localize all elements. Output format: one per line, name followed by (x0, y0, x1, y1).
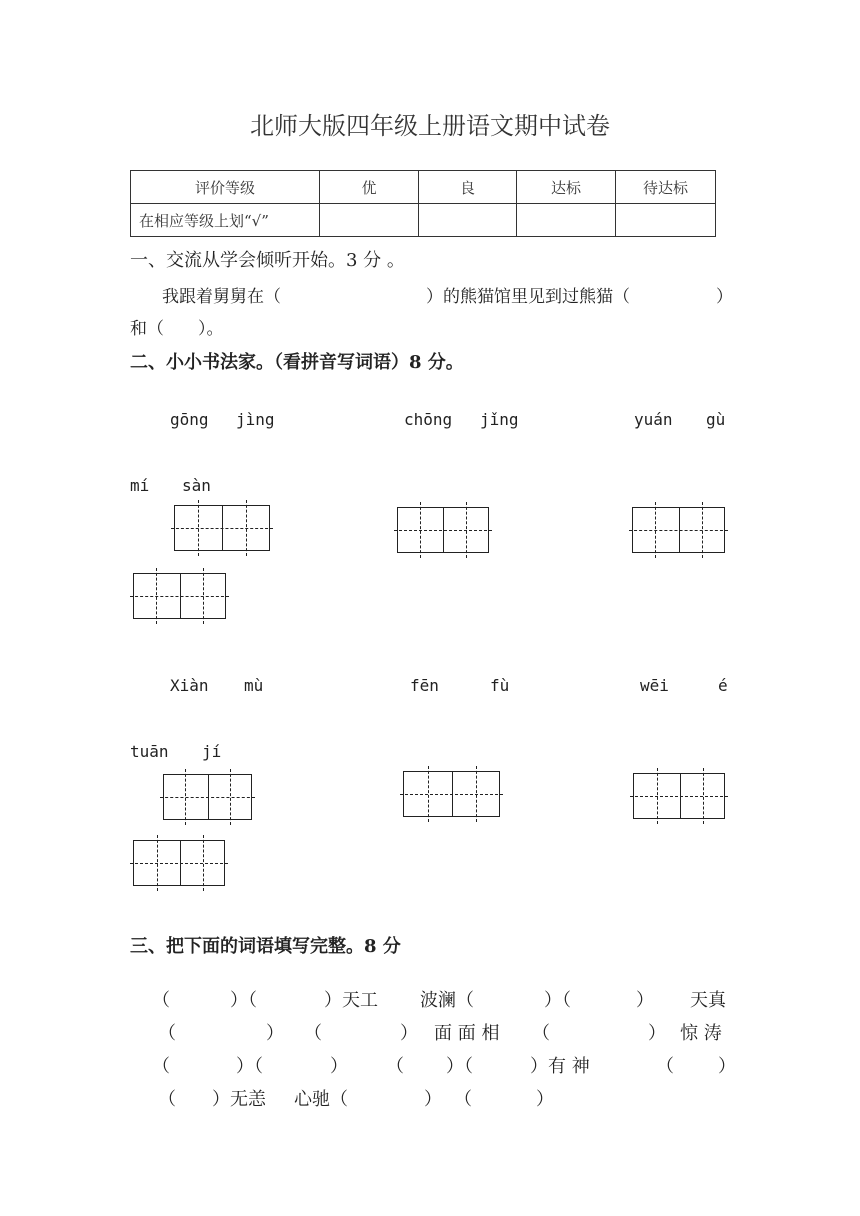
fill-in-segment: ） (718, 1056, 736, 1077)
table-answer-cell[interactable] (616, 204, 716, 237)
fill-in-segment: ）无恙 (212, 1089, 266, 1110)
writing-grid[interactable] (133, 573, 226, 619)
pinyin-syllable: jǐng (480, 410, 519, 429)
fill-in-segment: 波澜（ (420, 990, 474, 1011)
section-heading: 二、小小书法家。（看拼音写词语）8 分。 (130, 352, 464, 373)
fill-in-segment: ）（ (446, 1056, 473, 1077)
fill-in-segment: （ (386, 1056, 404, 1077)
fill-in-segment: ） (400, 1023, 418, 1044)
fill-in-segment: ） (636, 990, 654, 1011)
table-answer-cell[interactable] (517, 204, 616, 237)
fill-in-segment: ） (536, 1089, 554, 1110)
pinyin-syllable: sàn (182, 476, 211, 495)
table-answer-cell[interactable] (320, 204, 419, 237)
writing-grid[interactable] (403, 771, 500, 817)
fill-in-segment: 天真 (690, 990, 726, 1011)
question-text: 和（ ）。 (130, 319, 224, 339)
question-text: 我跟着舅舅在（ (162, 287, 281, 307)
table-header-cell: 待达标 (616, 171, 716, 204)
fill-in-segment: ）（ (544, 990, 571, 1011)
table-header-cell: 评价等级 (131, 171, 320, 204)
evaluation-table (130, 170, 716, 237)
fill-in-segment: 心驰（ (294, 1089, 348, 1110)
pinyin-syllable: é (718, 676, 728, 695)
writing-grid[interactable] (632, 507, 725, 553)
pinyin-syllable: gù (706, 410, 726, 429)
table-answer-cell[interactable] (419, 204, 517, 237)
fill-in-segment: （ (158, 1089, 176, 1110)
table-row (131, 171, 716, 204)
writing-grid[interactable] (633, 773, 725, 819)
fill-in-segment: （ (532, 1023, 550, 1044)
fill-in-segment: （ (152, 990, 170, 1011)
fill-in-segment: ）（ (236, 1056, 263, 1077)
pinyin-syllable: fù (490, 676, 510, 695)
writing-grid[interactable] (174, 505, 270, 551)
pinyin-syllable: mí (130, 476, 150, 495)
page-title: 北师大版四年级上册语文期中试卷 (250, 112, 610, 140)
table-row-label: 在相应等级上划“√” (131, 204, 320, 237)
question-text: ） (716, 287, 733, 307)
pinyin-syllable: wēi (640, 676, 669, 695)
pinyin-syllable: jìng (236, 410, 275, 429)
pinyin-syllable: jí (202, 742, 222, 761)
section-heading: 一、交流从学会倾听开始。3 分 。 (130, 250, 405, 271)
pinyin-syllable: chōng (404, 410, 453, 429)
pinyin-syllable: mù (244, 676, 264, 695)
writing-grid[interactable] (397, 507, 489, 553)
fill-in-segment: （ (158, 1023, 176, 1044)
pinyin-syllable: tuān (130, 742, 169, 761)
fill-in-segment: ） (648, 1023, 666, 1044)
fill-in-segment: 惊 涛 (680, 1023, 722, 1044)
pinyin-syllable: gōng (170, 410, 209, 429)
pinyin-syllable: Xiàn (170, 676, 209, 695)
fill-in-segment: ）有 神 (530, 1056, 590, 1077)
fill-in-segment: ）天工 (324, 990, 378, 1011)
table-header-cell: 优 (320, 171, 419, 204)
fill-in-segment: （ (454, 1089, 472, 1110)
writing-grid[interactable] (163, 774, 252, 820)
writing-grid[interactable] (133, 840, 225, 886)
table-header-cell: 良 (419, 171, 517, 204)
table-row (131, 204, 716, 237)
fill-in-segment: （ (656, 1056, 674, 1077)
fill-in-segment: （ (152, 1056, 170, 1077)
question-text: ）的熊猫馆里见到过熊猫（ (426, 287, 630, 307)
fill-in-segment: ） (424, 1089, 442, 1110)
table-header-cell: 达标 (517, 171, 616, 204)
fill-in-segment: ） (330, 1056, 348, 1077)
fill-in-segment: ） (266, 1023, 284, 1044)
fill-in-segment: 面 面 相 (434, 1023, 500, 1044)
pinyin-syllable: yuán (634, 410, 673, 429)
section-heading: 三、把下面的词语填写完整。8 分 (130, 936, 401, 957)
fill-in-segment: （ (304, 1023, 322, 1044)
pinyin-syllable: fēn (410, 676, 439, 695)
fill-in-segment: ）（ (230, 990, 257, 1011)
